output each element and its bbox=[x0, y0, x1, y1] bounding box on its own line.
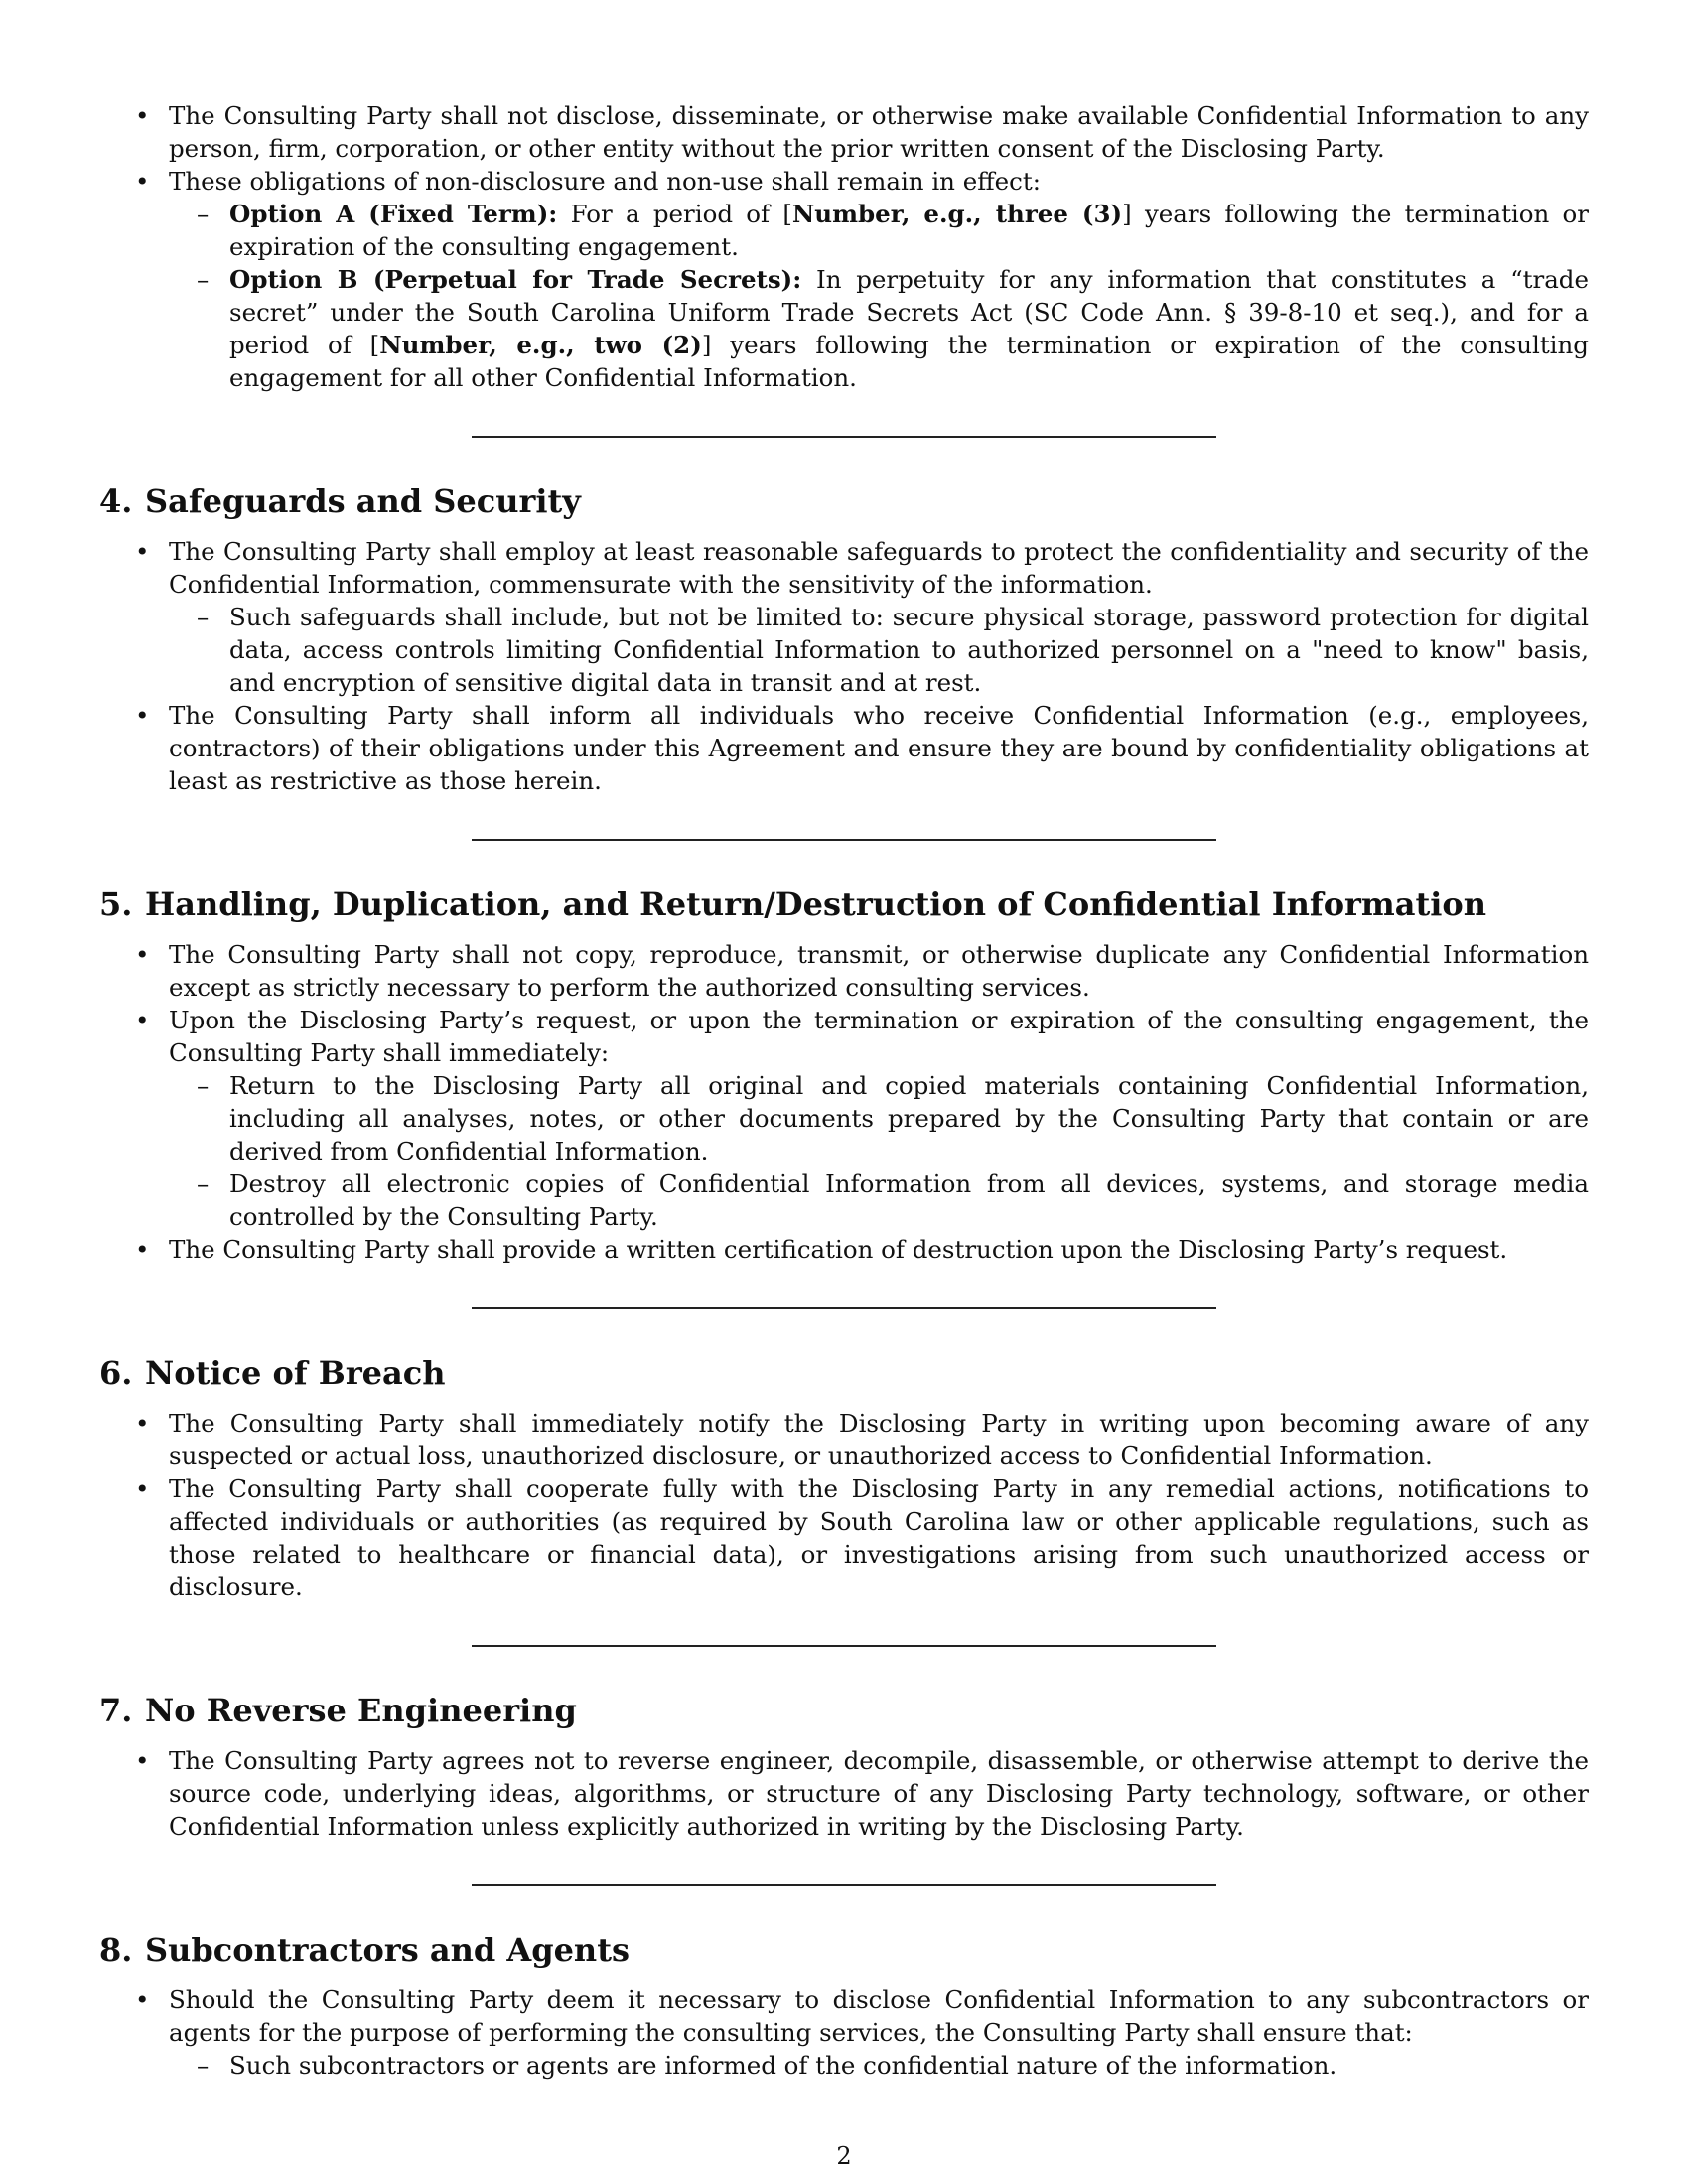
section-title: Safeguards and Security bbox=[145, 482, 581, 520]
list-item: • The Consulting Party shall provide a written certification of destruction upon the Disclosing Party’s request. bbox=[99, 1233, 1589, 1266]
list-item: • The Consulting Party shall employ at least reasonable safeguards to protect the confidentiality and security of the Confidential Information, commensurate with the sensitivity of the information. – Such safeguards shall include, but not be limited to: secure physical storage, password protection for digital data, access controls limiting Confidential Information to authorized personnel on a "need to know" basis, and encryption of sensitive digital data in transit and at rest. bbox=[99, 535, 1589, 699]
option-item: – Option A (Fixed Term): For a period of [Number, e.g., three (3)] years following the termination or expiration of the consulting engagement. bbox=[169, 198, 1589, 263]
page-number: 2 bbox=[836, 2142, 852, 2170]
section-title: Subcontractors and Agents bbox=[145, 1931, 630, 1969]
sub-list bbox=[169, 2049, 1589, 2082]
list-item: • Should the Consulting Party deem it necessary to disclose Confidential Information to any subcontractors or agents for the purpose of performing the consulting services, the Consulting Party shall ensure that: – Such subcontractors or agents are informed of the confidential nature of the information. bbox=[99, 1983, 1589, 2082]
document-page bbox=[99, 99, 1589, 2082]
list-item: • The Consulting Party shall immediately notify the Disclosing Party in writing upon becoming aware of any suspected or actual loss, unauthorized disclosure, or unauthorized access to Confidential Information. bbox=[99, 1407, 1589, 1472]
section-number: 6. bbox=[99, 1354, 133, 1392]
list-item: • The Consulting Party shall not disclose, disseminate, or otherwise make available Confidential Information to any person, firm, corporation, or other entity without the prior written consent of the Disclosing Party. bbox=[99, 99, 1589, 165]
list-item: • The Consulting Party shall inform all individuals who receive Confidential Information (e.g., employees, contractors) of their obligations under this Agreement and ensure they are bound by confidentiality obligations at least as restrictive as those herein. bbox=[99, 699, 1589, 797]
section-divider bbox=[472, 1645, 1216, 1647]
section-heading bbox=[99, 1930, 1589, 1970]
section-divider bbox=[472, 436, 1216, 438]
section-heading bbox=[99, 1691, 1589, 1730]
section-list bbox=[99, 1407, 1589, 1603]
section-heading bbox=[99, 1353, 1589, 1393]
section-number: 7. bbox=[99, 1692, 133, 1729]
section-number: 8. bbox=[99, 1931, 133, 1969]
sub-list-item: – Such subcontractors or agents are informed of the confidential nature of the information. bbox=[169, 2049, 1589, 2082]
sub-list-item: – Destroy all electronic copies of Confidential Information from all devices, systems, and storage media controlled by the Consulting Party. bbox=[169, 1167, 1589, 1233]
section-title: No Reverse Engineering bbox=[145, 1692, 577, 1729]
sub-list-item: – Return to the Disclosing Party all original and copied materials containing Confidential Information, including all analyses, notes, or other documents prepared by the Consulting Party that contain or are derived from Confidential Information. bbox=[169, 1069, 1589, 1167]
option-item: – Option B (Perpetual for Trade Secrets): In perpetuity for any information that constitutes a “trade secret” under the South Carolina Uniform Trade Secrets Act (SC Code Ann. § 39-8-10 et seq.), and for a period of [Number, e.g., two (2)] years following the termination or expiration of the consulting engagement for all other Confidential Information. bbox=[169, 263, 1589, 394]
section-list bbox=[99, 1983, 1589, 2082]
section-heading bbox=[99, 481, 1589, 521]
list-item: • The Consulting Party shall not copy, reproduce, transmit, or otherwise duplicate any Confidential Information except as strictly necessary to perform the authorized consulting services. bbox=[99, 938, 1589, 1004]
section-title: Handling, Duplication, and Return/Destruction of Confidential Information bbox=[145, 886, 1487, 923]
section-divider bbox=[472, 1884, 1216, 1886]
sub-list bbox=[169, 1069, 1589, 1233]
sections-container bbox=[99, 436, 1589, 2082]
sub-list bbox=[169, 601, 1589, 699]
section-number: 4. bbox=[99, 482, 133, 520]
list-item: • These obligations of non-disclosure and non-use shall remain in effect: – Option A (Fixed Term): For a period of [Number, e.g., three (3)] years following the termination or expiration of the consulting engagement. – Option B (Perpetual for Trade Secrets): In perpetuity for any information that constitutes a “trade secret” under the South Carolina Uniform Trade Secrets Act (SC Code Ann. § 39-8-10 et seq.), and for a period of [Number, e.g., two (2)] years following the termination or expiration of the consulting engagement for all other Confidential Information. bbox=[99, 165, 1589, 394]
options-list bbox=[169, 198, 1589, 394]
section-heading bbox=[99, 885, 1589, 924]
list-item: • The Consulting Party shall cooperate fully with the Disclosing Party in any remedial actions, notifications to affected individuals or authorities (as required by South Carolina law or other applicable regulations, such as those related to healthcare or financial data), or investigations arising from such unauthorized access or disclosure. bbox=[99, 1472, 1589, 1603]
intro-list bbox=[99, 99, 1589, 394]
list-item: • Upon the Disclosing Party’s request, or upon the termination or expiration of the consulting engagement, the Consulting Party shall immediately: – Return to the Disclosing Party all original and copied materials containing Confidential Information, including all analyses, notes, or other documents prepared by the Consulting Party that contain or are derived from Confidential Information. – Destroy all electronic copies of Confidential Information from all devices, systems, and storage media controlled by the Consulting Party. bbox=[99, 1004, 1589, 1233]
section-divider bbox=[472, 1307, 1216, 1309]
section-divider bbox=[472, 839, 1216, 841]
list-item: • The Consulting Party agrees not to reverse engineer, decompile, disassemble, or otherwise attempt to derive the source code, underlying ideas, algorithms, or structure of any Disclosing Party technology, software, or other Confidential Information unless explicitly authorized in writing by the Disclosing Party. bbox=[99, 1744, 1589, 1843]
section-title: Notice of Breach bbox=[145, 1354, 446, 1392]
section-list bbox=[99, 938, 1589, 1266]
section-list bbox=[99, 535, 1589, 797]
sub-list-item: – Such safeguards shall include, but not be limited to: secure physical storage, password protection for digital data, access controls limiting Confidential Information to authorized personnel on a "need to know" basis, and encryption of sensitive digital data in transit and at rest. bbox=[169, 601, 1589, 699]
section-number: 5. bbox=[99, 886, 133, 923]
section-list bbox=[99, 1744, 1589, 1843]
